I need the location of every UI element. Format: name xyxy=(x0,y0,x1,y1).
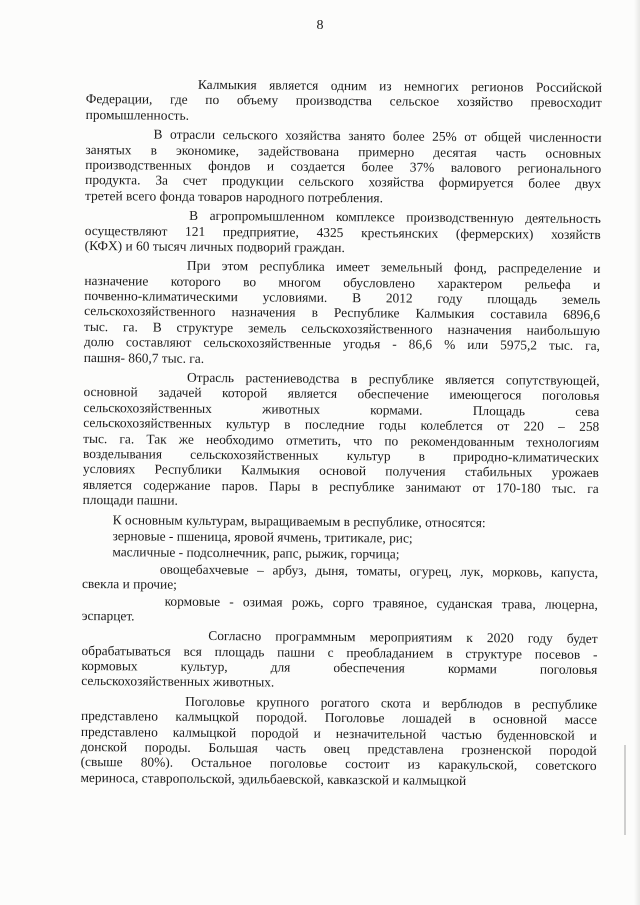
text-line: площади пашни. xyxy=(82,492,178,508)
paragraph xyxy=(80,693,597,789)
paragraph xyxy=(85,207,601,257)
text-line: продукта. За счет продукции сельского хозяйства формируется более двух xyxy=(85,172,602,192)
paragraph xyxy=(83,369,600,512)
text-line: донской породы. Большая часть овец представлена грозненской породой xyxy=(80,738,597,759)
text-line: (свыше 80%). Остальное поголовье состоит из каракульской, советского xyxy=(80,754,597,774)
text-line: третей всего фонда товаров народного потребления. xyxy=(85,187,384,206)
text-line: масличные - подсолнечник, рапс, рыжик, горчица; xyxy=(82,544,400,562)
scan-mark xyxy=(624,745,626,835)
text-line: сельскохозяйственных животных. xyxy=(81,673,275,690)
text-line: занятых в экономике, задействована примерно десятая часть основных xyxy=(85,141,602,161)
text-line: тыс. га. В структуре земель сельскохозяйственного назначения наибольшую xyxy=(83,318,601,338)
text-line: назначение которого во многом обусловлено характером рельефа и xyxy=(84,272,601,292)
text-line: В агропромышленном комплексе производственную деятельность xyxy=(84,207,601,227)
text-line: производственных фондов и создается более 37% валового регионального xyxy=(85,156,602,177)
text-line: почвенно-климатическими условиями. В 2012 году площадь земель xyxy=(84,288,601,308)
text-line: Отрасль растениеводства в республике является сопутствующей, xyxy=(83,369,600,389)
text-line: Федерации, где по объему производства сельское хозяйство превосходит xyxy=(85,91,602,111)
text-line: возделывания сельскохозяйственных культур в природно-климатических xyxy=(82,445,600,466)
text-line: тыс. га. Так же необходимо отметить, что по рекомендованным технологиям xyxy=(83,430,600,450)
text-line: мериноса, ставропольской, эдильбаевской, кавказской и калмыцкой xyxy=(80,769,467,788)
text-line: представлено калмыцкой породой и незначительной частью буденновской и xyxy=(80,723,597,743)
text-line: представлено калмыцкой породой. Поголовье лошадей в основной массе xyxy=(80,708,598,728)
paragraph xyxy=(85,126,602,207)
text-line: промышленность. xyxy=(85,106,190,123)
paragraph xyxy=(84,257,601,369)
text-line: Калмыкия является одним из немногих регионов Российской xyxy=(85,76,602,96)
text-line: В отрасли сельского хозяйства занято более 25% от общей численности xyxy=(85,126,602,146)
body-text xyxy=(80,76,602,793)
text-line: условиях Республики Калмыкия основой получения стабильных урожаев xyxy=(82,461,599,481)
text-line: (КФХ) и 60 тысяч личных подворий граждан. xyxy=(84,237,345,255)
page-number: 8 xyxy=(316,18,324,33)
page-edge-shadow xyxy=(634,0,640,905)
text-line: является содержание паров. Пары в республике занимают от 170-180 тыс. га xyxy=(82,476,599,496)
text-line: обрабатываться вся площадь пашни с преобладанием в структуре посевов - xyxy=(81,642,598,662)
text-line: Поголовье крупного рогатого скота и верблюдов в республике xyxy=(81,692,598,712)
text-line: долю составляют сельскохозяйственные угодья - 86,6 % или 5975,2 тыс. га, xyxy=(83,334,600,354)
text-line: пашня- 860,7 тыс. га. xyxy=(83,349,205,366)
text-line: свекла и прочие; xyxy=(81,576,177,592)
text-line: кормовых культур, для обеспечения кормами поголовья xyxy=(81,658,598,678)
text-line: сельскохозяйственного назначения в Республике Калмыкия составила 6896,6 xyxy=(84,303,601,323)
paragraph xyxy=(82,561,598,596)
text-line: эспарцет. xyxy=(81,607,135,624)
text-line: овощебахчевые – арбуз, дыня, томаты, огурец, лук, морковь, капуста, xyxy=(82,560,599,580)
text-line: К основным культурам, выращиваемым в республике, относятся: xyxy=(82,511,486,530)
text-line: При этом республика имеет земельный фонд, распределение и xyxy=(84,257,601,277)
paragraph xyxy=(81,627,597,693)
text-line: основной задачей которой является обеспечение имеющегося поголовья xyxy=(83,384,600,404)
text-line: осуществляют 121 предприятие, 4325 крестьянских (фермерских) хозяйств xyxy=(84,222,601,242)
text-line: сельскохозяйственных животных кормами. Площадь сева xyxy=(83,399,600,419)
text-line: зерновые - пшеница, яровой ячмень, тритикале, рис; xyxy=(82,527,413,546)
text-line: кормовые - озимая рожь, сорго травяное, суданская трава, люцерна, xyxy=(81,592,598,612)
text-line: сельскохозяйственных культур в последние годы колеблется от 220 – 258 xyxy=(83,415,600,435)
paragraph xyxy=(82,592,598,627)
text-line: Согласно программным мероприятиям к 2020 году будет xyxy=(81,627,598,647)
paragraph xyxy=(86,76,602,126)
